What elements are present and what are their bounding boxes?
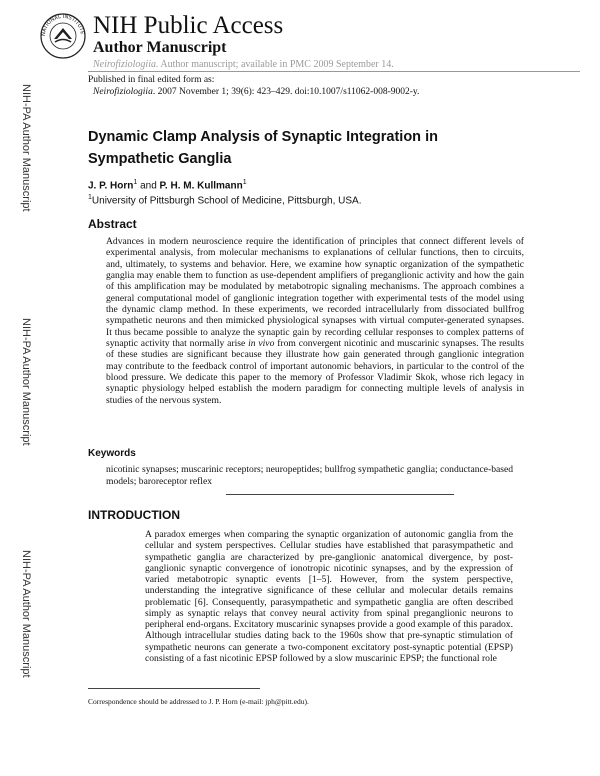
abstract-text-2: from convergent nicotinic and muscarinic synapses. The results of these studies are significant because they illustrate how gain generated through ganglionic integration may contribute to the feedback control of important autonomic behaviors, in particular to the control of the blood pressure. We dedicate this paper to the memory of Professor Vladimir Skok, whose rich legacy in synaptic physiology helped establish the modern paradigm for connecting multiple levels of analysis in studies of the nervous system.: [106, 338, 524, 406]
citation-line: [93, 87, 419, 97]
citation-journal: Neirofiziologiia: [93, 87, 153, 97]
article-title: Dynamic Clamp Analysis of Synaptic Integration in Sympathetic Ganglia: [88, 129, 438, 167]
keywords-heading: Keywords: [88, 448, 136, 459]
availability-text: Author manuscript; available in PMC 2009 September 14.: [158, 59, 394, 70]
abstract-heading: Abstract: [88, 217, 137, 231]
availability-line: [93, 59, 394, 70]
published-in-label: Published in final edited form as:: [88, 75, 215, 85]
nih-logo: [38, 6, 88, 66]
author-manuscript-label: Author Manuscript: [93, 39, 227, 56]
nih-public-access-title: NIH Public Access: [93, 12, 284, 39]
abstract-body: [106, 236, 524, 406]
footnote-divider: [88, 688, 260, 689]
author-list: [88, 179, 247, 191]
author-conjunction: and: [137, 180, 160, 192]
keywords-list: nicotinic synapses; muscarinic receptors; neuropeptides; bullfrog sympathetic ganglia; conductance-based models; baroreceptor reflex: [106, 464, 514, 487]
correspondence-footnote: Correspondence should be addressed to J. P. Horn (e-mail: jph@pitt.edu).: [88, 697, 309, 706]
abstract-text-1: Advances in modern neuroscience require the identification of principles that connect different levels of experimental analysis, from molecular mechanisms to explanations of cellular functions, then to circuits, and, ultimately, to systems and behavior. Here, we examine how synaptic organization of the sympathetic ganglia may enable them to function as use-dependent amplifiers of preganglionic activity and how the gain of this amplification may be modulated by metabotropic signaling mechanisms. The approach combines a general computational model of ganglionic integration together with experimental tests of the model using the dynamic clamp method. In these experiments, we recorded intracellularly from dissociated bullfrog sympathetic neurons and then mimicked physiological synapses with virtual computer-generated synapses. It thus became possible to analyze the synaptic gain by recording cellular responses to complex patterns of synaptic activity that normally arise: [106, 236, 524, 350]
citation-details: . 2007 November 1; 39(6): 423–429. doi:10.1007/s11062-008-9002-y.: [152, 87, 420, 97]
introduction-heading: INTRODUCTION: [88, 508, 180, 522]
introduction-body: A paradox emerges when comparing the synaptic organization of autonomic ganglia from the cellular and system perspectives. Cellular studies have established that parasympathetic and sympathetic ganglia are characterized by pre-ganglionic anatomical divergence, by post-ganglionic synaptic convergence of ionotropic nicotinic synapses, and by the expression of varied metabotropic synaptic events [1–5]. However, from the system perspective, understanding the integrative significance of these cellular and molecular details remains problematic [6]. Consequently, parasympathetic and sympathetic ganglia are often described simply as synaptic relays that convey neural activity from spinal preganglionic neurons to peripheral end-organs. Excitatory muscarinic synapses provide a good example of this paradox. Although intracellular studies dating back to the 1960s show that pre-synaptic stimulation of sympathetic neurons can generate a two-component excitatory post-synaptic potential (EPSP) consisting of a fast nicotinic EPSP followed by a slow muscarinic EPSP; the functional role: [145, 529, 513, 664]
affiliation: [88, 194, 361, 206]
header-divider: [88, 71, 580, 72]
side-watermark-1: NIH-PA Author Manuscript: [20, 84, 32, 212]
keywords-divider: [226, 494, 454, 495]
side-watermark-3: NIH-PA Author Manuscript: [20, 550, 32, 678]
logo-text: NATIONAL INSTITUTE: [40, 13, 85, 37]
author-2-affil-mark: 1: [242, 179, 247, 186]
side-watermark-2: NIH-PA Author Manuscript: [20, 318, 32, 446]
author-1: J. P. Horn: [88, 180, 134, 192]
author-2: P. H. M. Kullmann: [159, 180, 243, 192]
affiliation-mark: 1: [88, 194, 92, 201]
abstract-in-vivo: in vivo: [248, 338, 275, 350]
author-1-affil-mark: 1: [133, 179, 138, 186]
affiliation-text: University of Pittsburgh School of Medicine, Pittsburgh, USA.: [91, 195, 362, 207]
journal-name: Neirofiziologiia.: [93, 59, 159, 70]
